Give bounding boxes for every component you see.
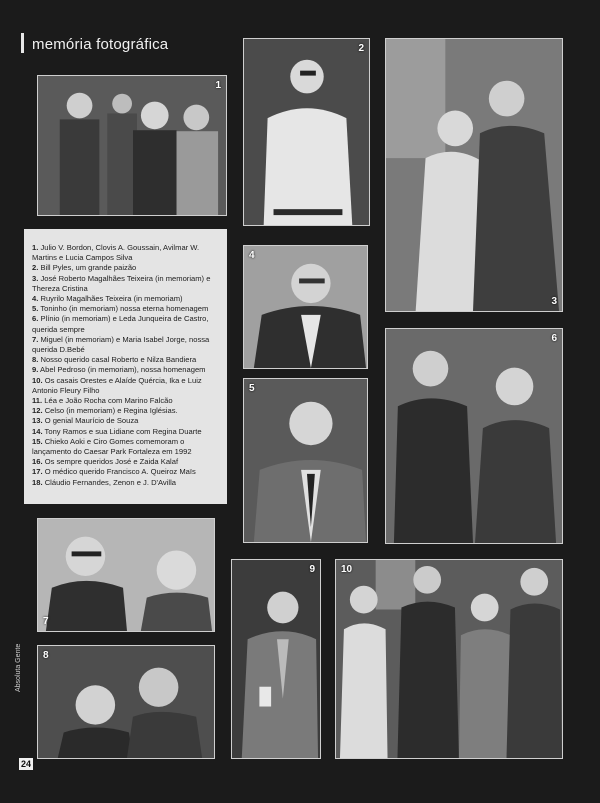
photo-1-silhouettes — [38, 76, 226, 215]
caption-item: 16. Os sempre queridos José e Zaida Kalaf — [32, 457, 179, 467]
photo-9 — [231, 559, 321, 759]
photo-5 — [243, 378, 368, 543]
photo-6-silhouettes — [386, 329, 562, 543]
caption-item: 11. Léa e João Rocha com Marino Falcão — [32, 396, 173, 406]
caption-item: 10. Os casais Orestes e Alaíde Quércia, Ika e Luiz Antonio Fleury Filho — [32, 375, 202, 395]
caption-item: 14. Tony Ramos e sua Lidiane com Regina Duarte — [32, 426, 202, 436]
photo-number: 8 — [43, 650, 49, 661]
caption-item: 6. Plínio (in memoriam) e Leda Junqueira de Castro, querida sempre — [32, 314, 209, 334]
photo-number: 6 — [551, 333, 557, 344]
photo-number: 5 — [249, 383, 255, 394]
photo-number: 3 — [551, 296, 557, 307]
caption-item: 9. Abel Pedroso (in memoriam), nossa homenagem — [32, 365, 206, 375]
photo-3 — [385, 38, 563, 312]
photo-10-silhouettes — [336, 560, 562, 758]
photo-1 — [37, 75, 227, 216]
photo-2 — [243, 38, 370, 226]
photo-4 — [243, 245, 368, 369]
photo-number: 10 — [341, 564, 353, 575]
photo-7 — [37, 518, 215, 632]
photo-2-silhouettes — [244, 39, 369, 225]
photo-number: 7 — [43, 616, 49, 627]
section-rule — [21, 33, 24, 53]
caption-item: 2. Bill Pyles, um grande paizão — [32, 263, 137, 273]
caption-item: 8. Nosso querido casal Roberto e Nilza Bandiera — [32, 355, 197, 365]
photo-number: 1 — [215, 80, 221, 91]
photo-9-silhouettes — [232, 560, 320, 758]
photo-10 — [335, 559, 563, 759]
caption-item: 5. Toninho (in memoriam) nossa eterna homenagem — [32, 304, 209, 314]
photo-7-silhouettes — [38, 519, 214, 631]
caption-item: 4. Ruyrilo Magalhães Teixeira (in memoriam) — [32, 294, 183, 304]
section-title: memória fotográfica — [32, 36, 169, 53]
photo-number: 9 — [309, 564, 315, 575]
photo-4-silhouettes — [244, 246, 367, 368]
caption-item: 13. O genial Maurício de Souza — [32, 416, 139, 426]
caption-item: 3. José Roberto Magalhães Teixeira (in memoriam) e Thereza Cristina — [32, 273, 211, 293]
photo-number: 2 — [358, 43, 364, 54]
caption-item: 18. Cláudio Fernandes, Zenon e J. D'Avilla — [32, 477, 177, 487]
caption-item: 1. Julio V. Bordon, Clovis A. Goussain, Avilmar W. Martins e Lucia Campos Silva — [32, 243, 200, 263]
photo-8-silhouettes — [38, 646, 214, 758]
caption-item: 17. O médico querido Francisco A. Queiroz Maïs — [32, 467, 196, 477]
caption-item: 15. Chieko Aoki e Ciro Gomes comemoram o lançamento do Caesar Park Fortaleza em 1992 — [32, 436, 192, 457]
magazine-name: Absoluta Gente — [15, 643, 22, 692]
caption-item: 7. Miguel (in memoriam) e Maria Isabel Jorge, nossa querida D.Bebé — [32, 334, 210, 355]
photo-5-silhouettes — [244, 379, 367, 542]
photo-8 — [37, 645, 215, 759]
photo-6 — [385, 328, 563, 544]
photo-number: 4 — [249, 250, 255, 261]
page-number: 24 — [21, 759, 32, 769]
photo-3-silhouettes — [386, 39, 562, 311]
caption-item: 12. Celso (in memoriam) e Regina Iglésias. — [32, 406, 178, 416]
caption-list — [24, 229, 227, 504]
